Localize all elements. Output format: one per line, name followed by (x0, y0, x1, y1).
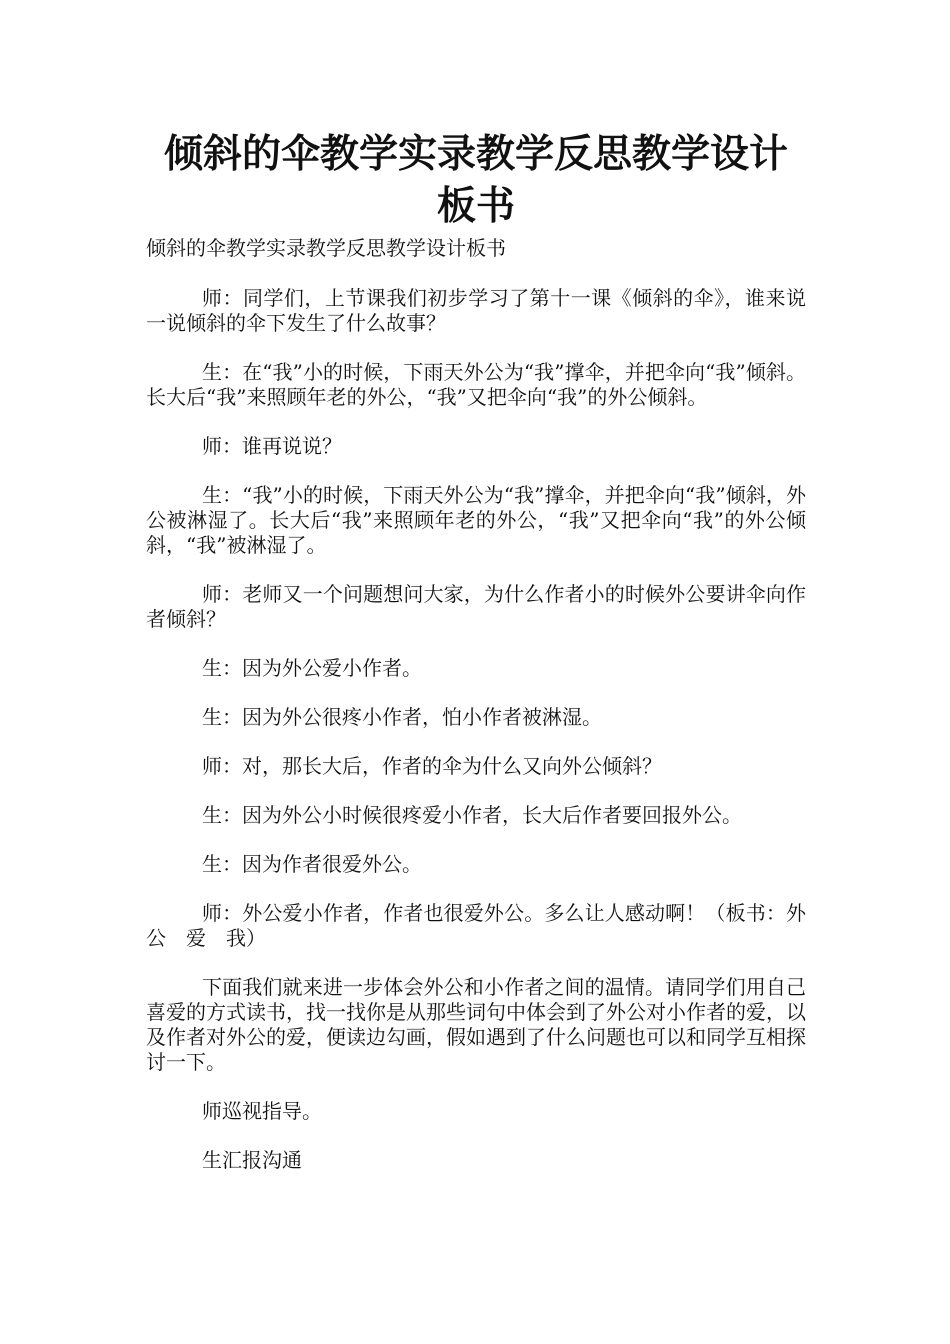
paragraph-6: 生：因为外公爱小作者。 (202, 656, 422, 680)
paragraph-14: 生汇报沟通 (202, 1148, 302, 1172)
paragraph-5: 师：老师又一个问题想问大家，为什么作者小的时候外公要讲伞向作者倾斜？ (146, 582, 806, 631)
paragraph-11: 师：外公爱小作者，作者也很爱外公。多么让人感动啊！（板书：外公 爱 我） (146, 901, 806, 950)
paragraph-12: 下面我们就来进一步体会外公和小作者之间的温情。请同学们用自己喜爱的方式读书，找一找你是从那些词句中体会到了外公对小作者的爱，以及作者对外公的爱，便读边勾画，假如遇到了什么问题也可以和同学互相探讨一下。 (146, 975, 806, 1074)
paragraph-1: 师：同学们，上节课我们初步学习了第十一课《倾斜的伞》，谁来说一说倾斜的伞下发生了什么故事？ (146, 286, 806, 335)
paragraph-9: 生：因为外公小时候很疼爱小作者，长大后作者要回报外公。 (202, 803, 742, 827)
document-title: 倾斜的伞教学实录教学反思教学设计板书 (163, 131, 788, 229)
spacer (146, 261, 806, 286)
document-subtitle: 倾斜的伞教学实录教学反思教学设计板书 (146, 236, 506, 260)
paragraph-13: 师巡视指导。 (202, 1099, 322, 1123)
paragraph-2: 生：在“我”小的时候，下雨天外公为“我”撑伞，并把伞向“我”倾斜。长大后“我”来照顾年老的外公，“我”又把伞向“我”的外公倾斜。 (146, 360, 806, 409)
paragraph-10: 生：因为作者很爱外公。 (202, 852, 422, 876)
paragraph-4: 生：“我”小的时候，下雨天外公为“我”撑伞，并把伞向“我”倾斜，外公被淋湿了。长大后“我”来照顾年老的外公，“我”又把伞向“我”的外公倾斜，“我”被淋湿了。 (146, 483, 806, 557)
paragraph-7: 生：因为外公很疼小作者，怕小作者被淋湿。 (202, 705, 602, 729)
paragraph-8: 师：对，那长大后，作者的伞为什么又向外公倾斜？ (202, 754, 662, 778)
document-page (146, 128, 806, 1173)
paragraph-3: 师：谁再说说？ (202, 434, 342, 458)
